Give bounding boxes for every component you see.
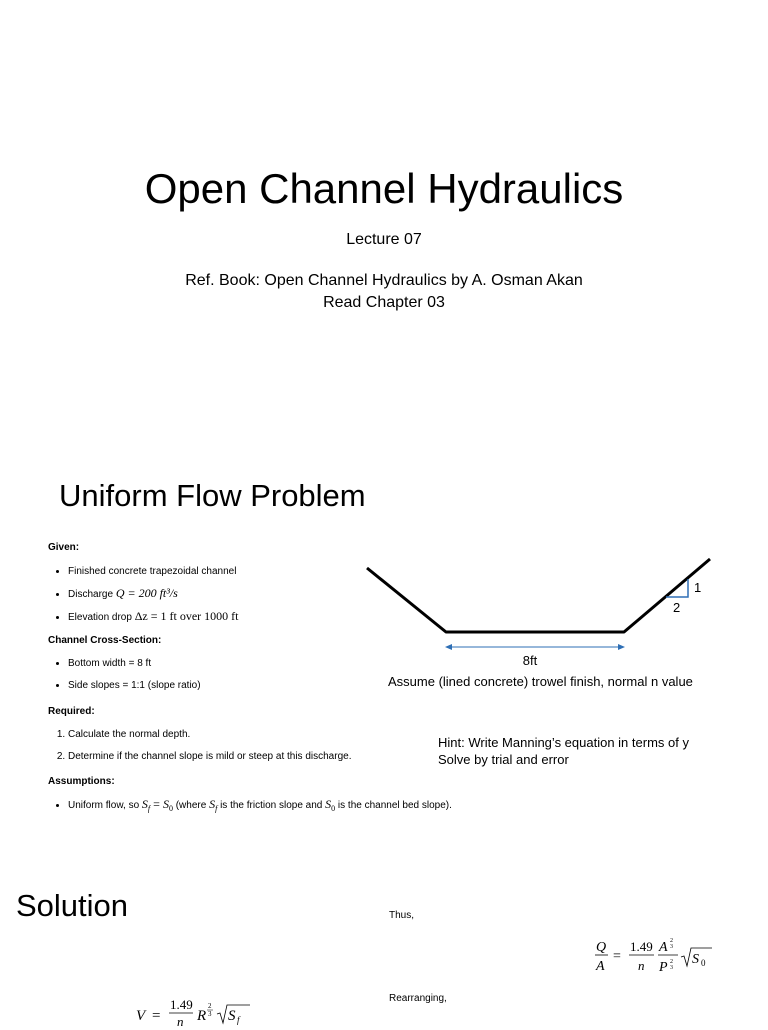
assumptions-label: Assumptions: xyxy=(48,776,115,787)
given-item: • Discharge Q = 200 ft³/s xyxy=(68,587,368,601)
cross-section-item: • Bottom width = 8 ft xyxy=(68,657,368,670)
svg-text:n: n xyxy=(177,1014,184,1029)
svg-text:2: 2 xyxy=(208,1002,212,1010)
dimension-arrow-left xyxy=(445,644,452,650)
required-item: 1. Calculate the normal depth. xyxy=(68,728,398,741)
cross-section-list xyxy=(48,657,368,692)
slope-horizontal-label: 2 xyxy=(673,600,681,615)
given-label: Given: xyxy=(48,542,80,553)
svg-text:S: S xyxy=(228,1008,236,1024)
reference-book: Ref. Book: Open Channel Hydraulics by A. Osman Akan xyxy=(185,272,583,289)
dimension-arrow-right xyxy=(618,644,625,650)
svg-text:0: 0 xyxy=(701,958,706,968)
cross-section-item: • Side slopes = 1:1 (slope ratio) xyxy=(68,679,368,692)
svg-text:V: V xyxy=(136,1008,146,1024)
svg-text:S: S xyxy=(692,952,699,967)
given-item: • Elevation drop Δz = 1 ft over 1000 ft xyxy=(68,610,368,624)
svg-text:P: P xyxy=(659,960,668,975)
svg-text:R: R xyxy=(197,1008,207,1024)
channel-cross-section-diagram xyxy=(360,550,730,670)
cross-section-label: Channel Cross-Section: xyxy=(48,635,162,646)
reading-assignment: Read Chapter 03 xyxy=(323,294,445,311)
svg-text:n: n xyxy=(638,958,645,973)
svg-text:A: A xyxy=(659,940,668,955)
svg-text:3: 3 xyxy=(670,965,673,971)
given-list xyxy=(48,565,368,624)
svg-text:1.49: 1.49 xyxy=(630,939,653,954)
slope-vertical-label: 1 xyxy=(694,580,702,595)
svg-text:A: A xyxy=(596,959,605,974)
svg-text:3: 3 xyxy=(670,944,673,950)
problem-heading: Uniform Flow Problem xyxy=(59,478,366,513)
svg-text:2: 2 xyxy=(670,959,673,965)
svg-text:2: 2 xyxy=(670,938,673,944)
given-item: • Finished concrete trapezoidal channel xyxy=(68,565,368,578)
required-item: 2. Determine if the channel slope is mild or steep at this discharge. xyxy=(68,750,398,763)
bottom-width-label: 8ft xyxy=(522,653,538,668)
hint-line-1: Hint: Write Manning’s equation in terms of y xyxy=(438,735,689,750)
thus-label: Thus, xyxy=(389,910,415,921)
manning-discharge-equation xyxy=(592,933,717,979)
solution-heading: Solution xyxy=(16,888,129,923)
svg-text:=: = xyxy=(152,1008,161,1024)
rearranging-label: Rearranging, xyxy=(389,993,447,1004)
manning-velocity-equation xyxy=(132,994,262,1030)
svg-text:3: 3 xyxy=(208,1010,212,1018)
problem-statement xyxy=(48,541,452,824)
svg-text:1.49: 1.49 xyxy=(170,997,193,1012)
assumption-note: Assume (lined concrete) trowel finish, normal n value xyxy=(388,674,693,689)
required-list xyxy=(48,728,398,763)
svg-text:=: = xyxy=(613,949,621,964)
lecture-label: Lecture 07 xyxy=(346,231,422,248)
svg-text:f: f xyxy=(237,1015,240,1025)
assumptions-list xyxy=(48,798,508,815)
assumption-item: • Uniform flow, so $S_f = S_0$ (where $S_f$ is the friction slope and $S_0$ is the channel bed slope). xyxy=(68,798,508,815)
svg-text:Q: Q xyxy=(596,940,607,955)
hint-line-2: Solve by trial and error xyxy=(438,752,569,767)
slide-title: Open Channel Hydraulics xyxy=(144,165,624,212)
required-label: Required: xyxy=(48,706,95,717)
channel-outline xyxy=(367,559,710,632)
